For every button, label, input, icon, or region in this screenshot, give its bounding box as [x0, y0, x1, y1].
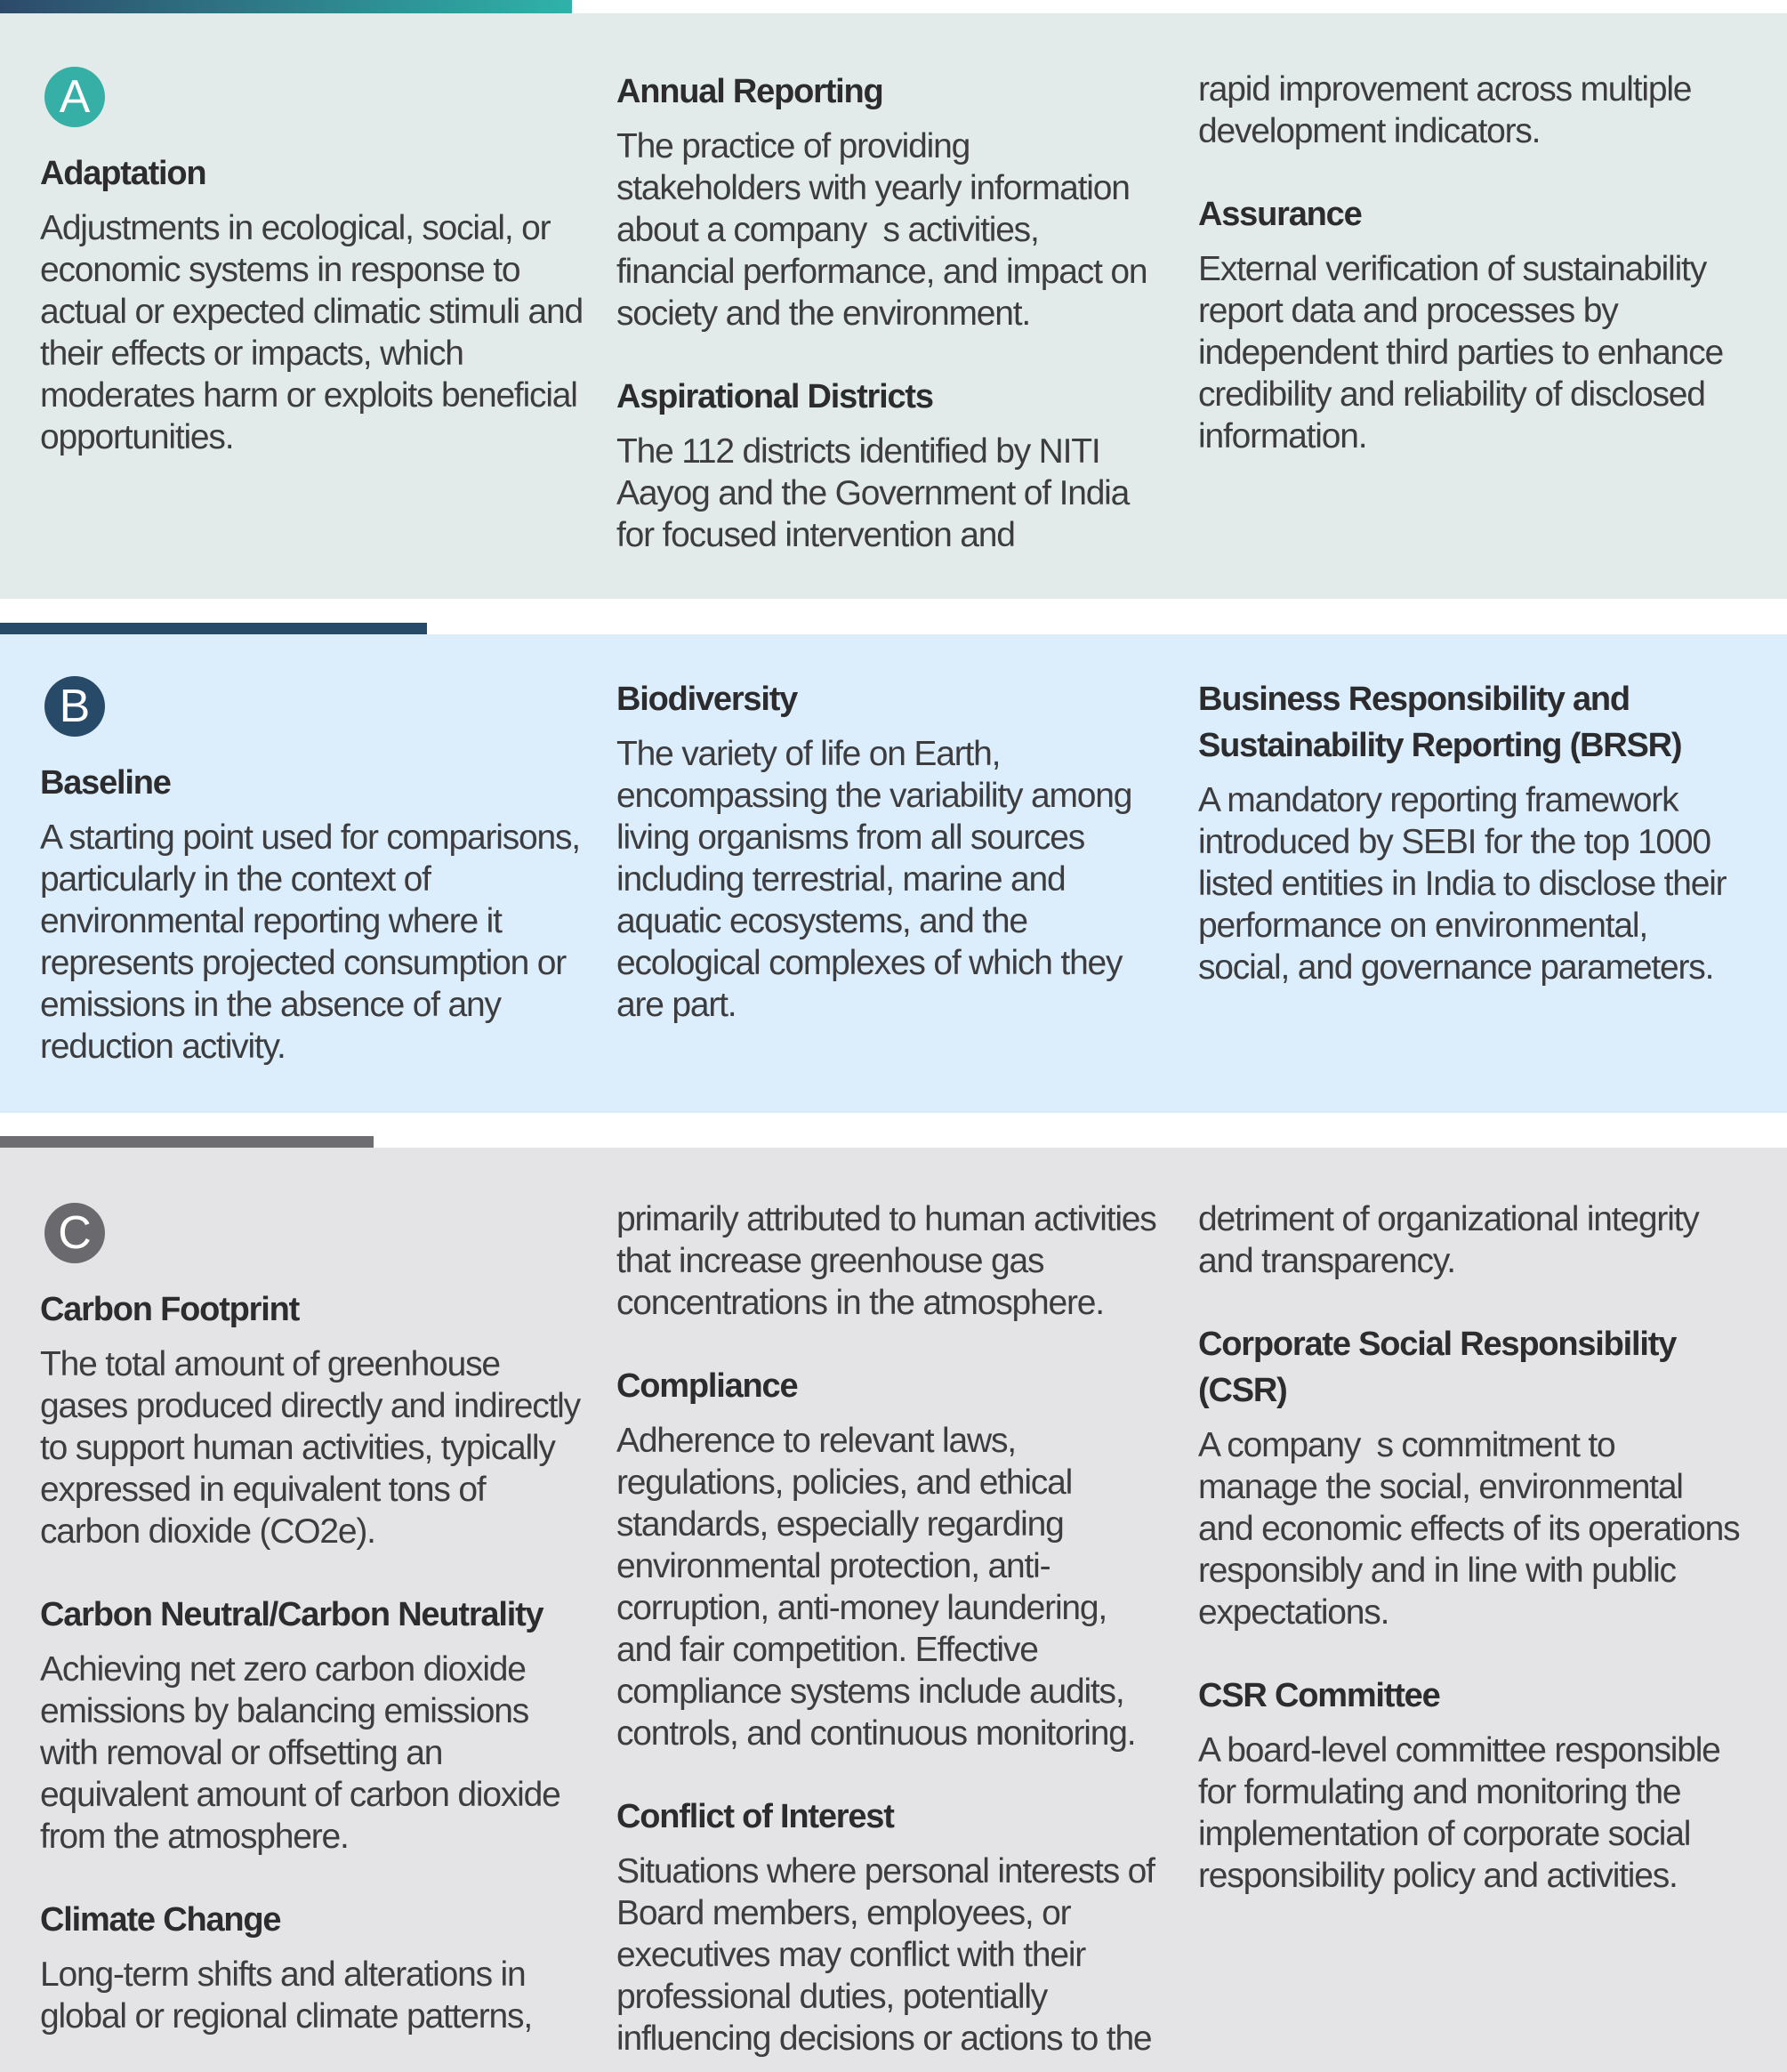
- term-definition: A board-level committee responsible for formulating and monitoring the implementation of corporate social responsibility policy and activities.: [1198, 1731, 1720, 1895]
- section-a-column-1: [40, 13, 583, 599]
- section-letter: B: [59, 681, 91, 732]
- term-definition: Achieving net zero carbon dioxide emissions by balancing emissions with removal or offsetting an equivalent amount of carbon dioxide from the atmosphere.: [40, 1650, 560, 1856]
- term-heading: Annual Reporting: [616, 73, 883, 110]
- section-c-column-1: [40, 1148, 583, 2072]
- term-definition: A company s commitment to manage the social, environmental and economic effects of its operations responsibly and in line with public expectations.: [1198, 1426, 1740, 1632]
- section-a-letter-badge: [44, 67, 105, 127]
- term-definition-continued: detriment of organizational integrity and transparency.: [1198, 1200, 1699, 1280]
- term-definition: The practice of providing stakeholders with yearly information about a company s activities, financial performance, and impact on society and the environment.: [616, 127, 1147, 333]
- term-definition: The 112 districts identified by NITI Aayog and the Government of India for focused intervention and: [616, 432, 1130, 554]
- term-definition: A starting point used for comparisons, particularly in the context of environmental reporting where it represents projected consumption or emissions in the absence of any reduction activity.: [40, 818, 580, 1066]
- term-heading: Adaptation: [40, 155, 206, 192]
- term-definition-continued: primarily attributed to human activities that increase greenhouse gas concentrations in the atmosphere.: [616, 1200, 1156, 1322]
- section-c-column-3: [1198, 1148, 1741, 2072]
- term-definition: External verification of sustainability report data and processes by independent third parties to enhance credibility and reliability of disclosed information.: [1198, 250, 1723, 456]
- term-definition: Long-term shifts and alterations in global or regional climate patterns,: [40, 1955, 532, 2036]
- section-c-letter-badge: [44, 1203, 105, 1263]
- section-b-column-1: [40, 634, 583, 1113]
- term-heading: Carbon Neutral/Carbon Neutrality: [40, 1596, 543, 1633]
- section-a-column-3: [1198, 13, 1741, 599]
- term-heading: Biodiversity: [616, 681, 798, 718]
- term-heading: Conflict of Interest: [616, 1798, 894, 1835]
- term-heading: Baseline: [40, 764, 171, 802]
- section-letter: A: [59, 71, 91, 123]
- section-c-column-2: [616, 1148, 1159, 2072]
- term-definition: A mandatory reporting framework introduced by SEBI for the top 1000 listed entities in India to disclose their performance on environmental, social, and governance parameters.: [1198, 781, 1727, 987]
- section-b-letter-badge: [44, 676, 105, 737]
- term-definition: Adherence to relevant laws, regulations, policies, and ethical standards, especially regarding environmental protection, anti-corruption, anti-money laundering, and fair competition. Effective compliance systems include audits, controls, and continuous monitoring.: [616, 1422, 1136, 1753]
- section-a-column-2: [616, 13, 1159, 599]
- term-heading: Corporate Social Responsibility (CSR): [1198, 1326, 1677, 1409]
- term-heading: CSR Committee: [1198, 1677, 1440, 1714]
- term-definition-continued: rapid improvement across multiple development indicators.: [1198, 70, 1692, 150]
- term-definition: The total amount of greenhouse gases produced directly and indirectly to support human activities, typically expressed in equivalent tons of carbon dioxide (CO2e).: [40, 1345, 580, 1551]
- glossary-section-c: [0, 1148, 1787, 2072]
- glossary-section-b: [0, 634, 1787, 1113]
- term-heading: Aspirational Districts: [616, 378, 933, 415]
- term-heading: Assurance: [1198, 196, 1362, 233]
- term-heading: Business Responsibility and Sustainability Reporting (BRSR): [1198, 681, 1682, 764]
- section-letter: C: [58, 1207, 92, 1259]
- term-definition: Situations where personal interests of Board members, employees, or executives may conflict with their professional duties, potentially influencing decisions or actions to the: [616, 1852, 1155, 2058]
- term-definition: The variety of life on Earth, encompassing the variability among living organisms from all sources including terrestrial, marine and aquatic ecosystems, and the ecological complexes of which they are part.: [616, 735, 1132, 1024]
- glossary-section-a: [0, 13, 1787, 599]
- section-b-column-2: [616, 634, 1159, 1113]
- section-b-column-3: [1198, 634, 1741, 1113]
- term-definition: Adjustments in ecological, social, or economic systems in response to actual or expected climatic stimuli and their effects or impacts, which moderates harm or exploits beneficial opportunities.: [40, 209, 583, 456]
- term-heading: Carbon Footprint: [40, 1291, 300, 1328]
- term-heading: Compliance: [616, 1367, 798, 1405]
- term-heading: Climate Change: [40, 1901, 281, 1939]
